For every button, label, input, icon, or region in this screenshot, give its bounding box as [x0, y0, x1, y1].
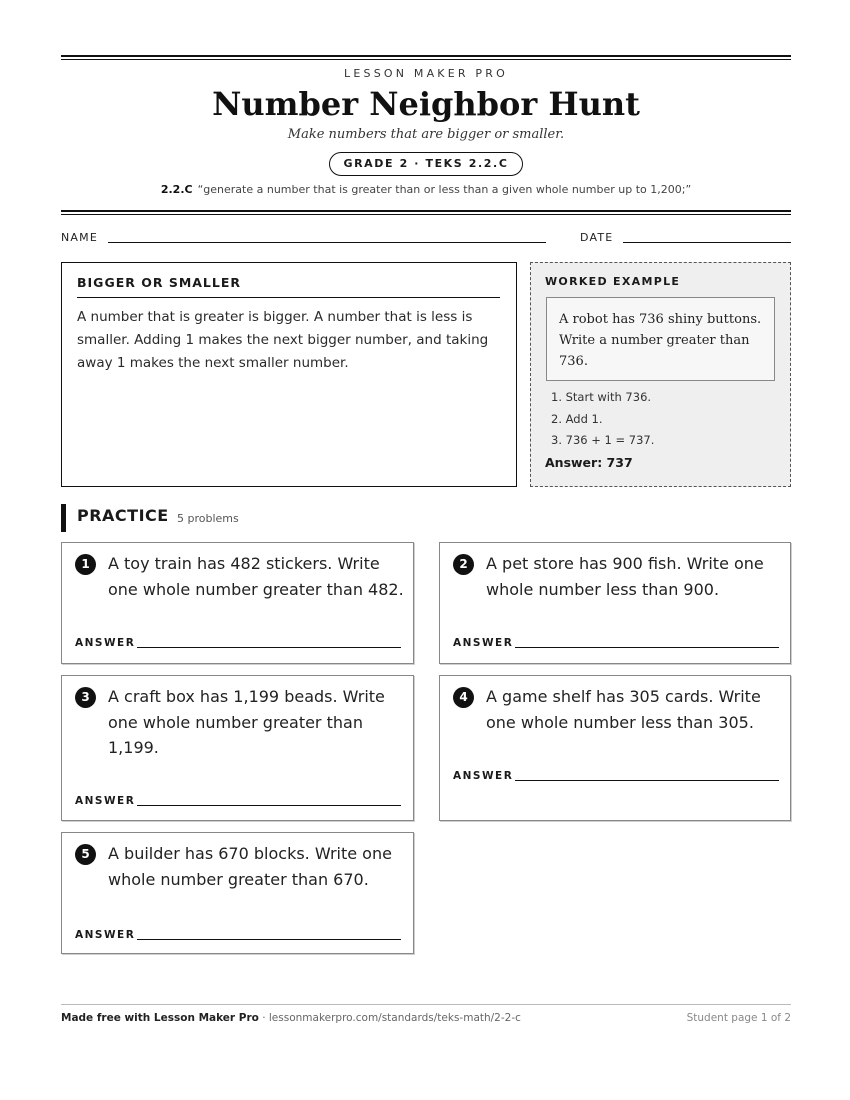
lesson-heading: BIGGER OR SMALLER — [77, 275, 500, 298]
problem-text: A craft box has 1,199 beads. Write one whole number greater than 1,199. — [108, 687, 385, 757]
date-field[interactable] — [623, 242, 791, 243]
answer-label: ANSWER — [75, 795, 136, 807]
worksheet-title: Number Neighbor Hunt — [212, 85, 640, 123]
worked-example-box — [530, 262, 791, 487]
footer-made-with: Made free with Lesson Maker Pro — [61, 1012, 259, 1024]
top-divider — [61, 55, 791, 60]
answer-label: ANSWER — [453, 770, 514, 782]
worksheet-page — [61, 0, 791, 1100]
answer-label: ANSWER — [75, 637, 136, 649]
problem-number-badge: 1 — [75, 554, 96, 575]
footer-page-number: Student page 1 of 2 — [686, 1012, 791, 1024]
standard-line — [61, 183, 791, 196]
problem-card-2 — [439, 542, 791, 664]
answer-line-5[interactable] — [137, 939, 401, 940]
problem-text: A builder has 670 blocks. Write one whole number greater than 670. — [108, 844, 392, 889]
problem-text: A toy train has 482 stickers. Write one whole number greater than 482. — [108, 554, 404, 599]
practice-accent-bar — [61, 504, 66, 532]
problem-number-badge: 3 — [75, 687, 96, 708]
header-divider — [61, 210, 791, 215]
worked-example-heading: WORKED EXAMPLE — [545, 275, 681, 288]
problem-number-badge: 5 — [75, 844, 96, 865]
date-label: DATE — [580, 231, 614, 244]
problem-number-badge: 4 — [453, 687, 474, 708]
answer-line-2[interactable] — [515, 647, 779, 648]
worked-example-step: 2. Add 1. — [551, 411, 603, 426]
problem-card-4 — [439, 675, 791, 821]
worksheet-subtitle: Make numbers that are bigger or smaller. — [287, 127, 565, 142]
worked-example-step: 1. Start with 736. — [551, 390, 652, 404]
answer-line-3[interactable] — [137, 805, 401, 806]
footer-divider — [61, 1004, 791, 1005]
worked-example-steps — [551, 387, 654, 452]
worked-example-answer: Answer: 737 — [545, 455, 633, 470]
problem-text: A pet store has 900 fish. Write one whole number less than 900. — [486, 554, 764, 599]
problem-text: A game shelf has 305 cards. Write one whole number less than 305. — [486, 687, 761, 732]
problem-card-5 — [61, 832, 414, 954]
problem-number-badge: 2 — [453, 554, 474, 575]
lesson-body: A number that is greater is bigger. A number that is less is smaller. Adding 1 makes the next bigger number, and taking away 1 makes the next smaller number. — [77, 309, 489, 371]
practice-heading: PRACTICE — [77, 506, 169, 525]
footer-credit — [61, 1012, 521, 1024]
answer-label: ANSWER — [75, 929, 136, 941]
answer-line-1[interactable] — [137, 647, 401, 648]
footer-url[interactable]: · lessonmakerpro.com/standards/teks-math/2-2-c — [262, 1012, 521, 1024]
worked-example-problem: A robot has 736 shiny buttons. Write a number greater than 736. — [546, 297, 775, 381]
lesson-box — [61, 262, 517, 487]
answer-label: ANSWER — [453, 637, 514, 649]
grade-badge: GRADE 2 · TEKS 2.2.C — [329, 152, 522, 176]
practice-count: 5 problems — [177, 512, 239, 525]
problem-card-3 — [61, 675, 414, 821]
answer-line-4[interactable] — [515, 780, 779, 781]
name-field[interactable] — [108, 242, 546, 243]
standard-code: 2.2.C — [160, 183, 193, 196]
problem-card-1 — [61, 542, 414, 664]
name-label: NAME — [61, 231, 98, 244]
brand-name: LESSON MAKER PRO — [344, 67, 508, 80]
standard-text: “generate a number that is greater than or less than a given whole number up to 1,200;” — [197, 183, 692, 196]
worked-example-step: 3. 736 + 1 = 737. — [551, 433, 655, 447]
